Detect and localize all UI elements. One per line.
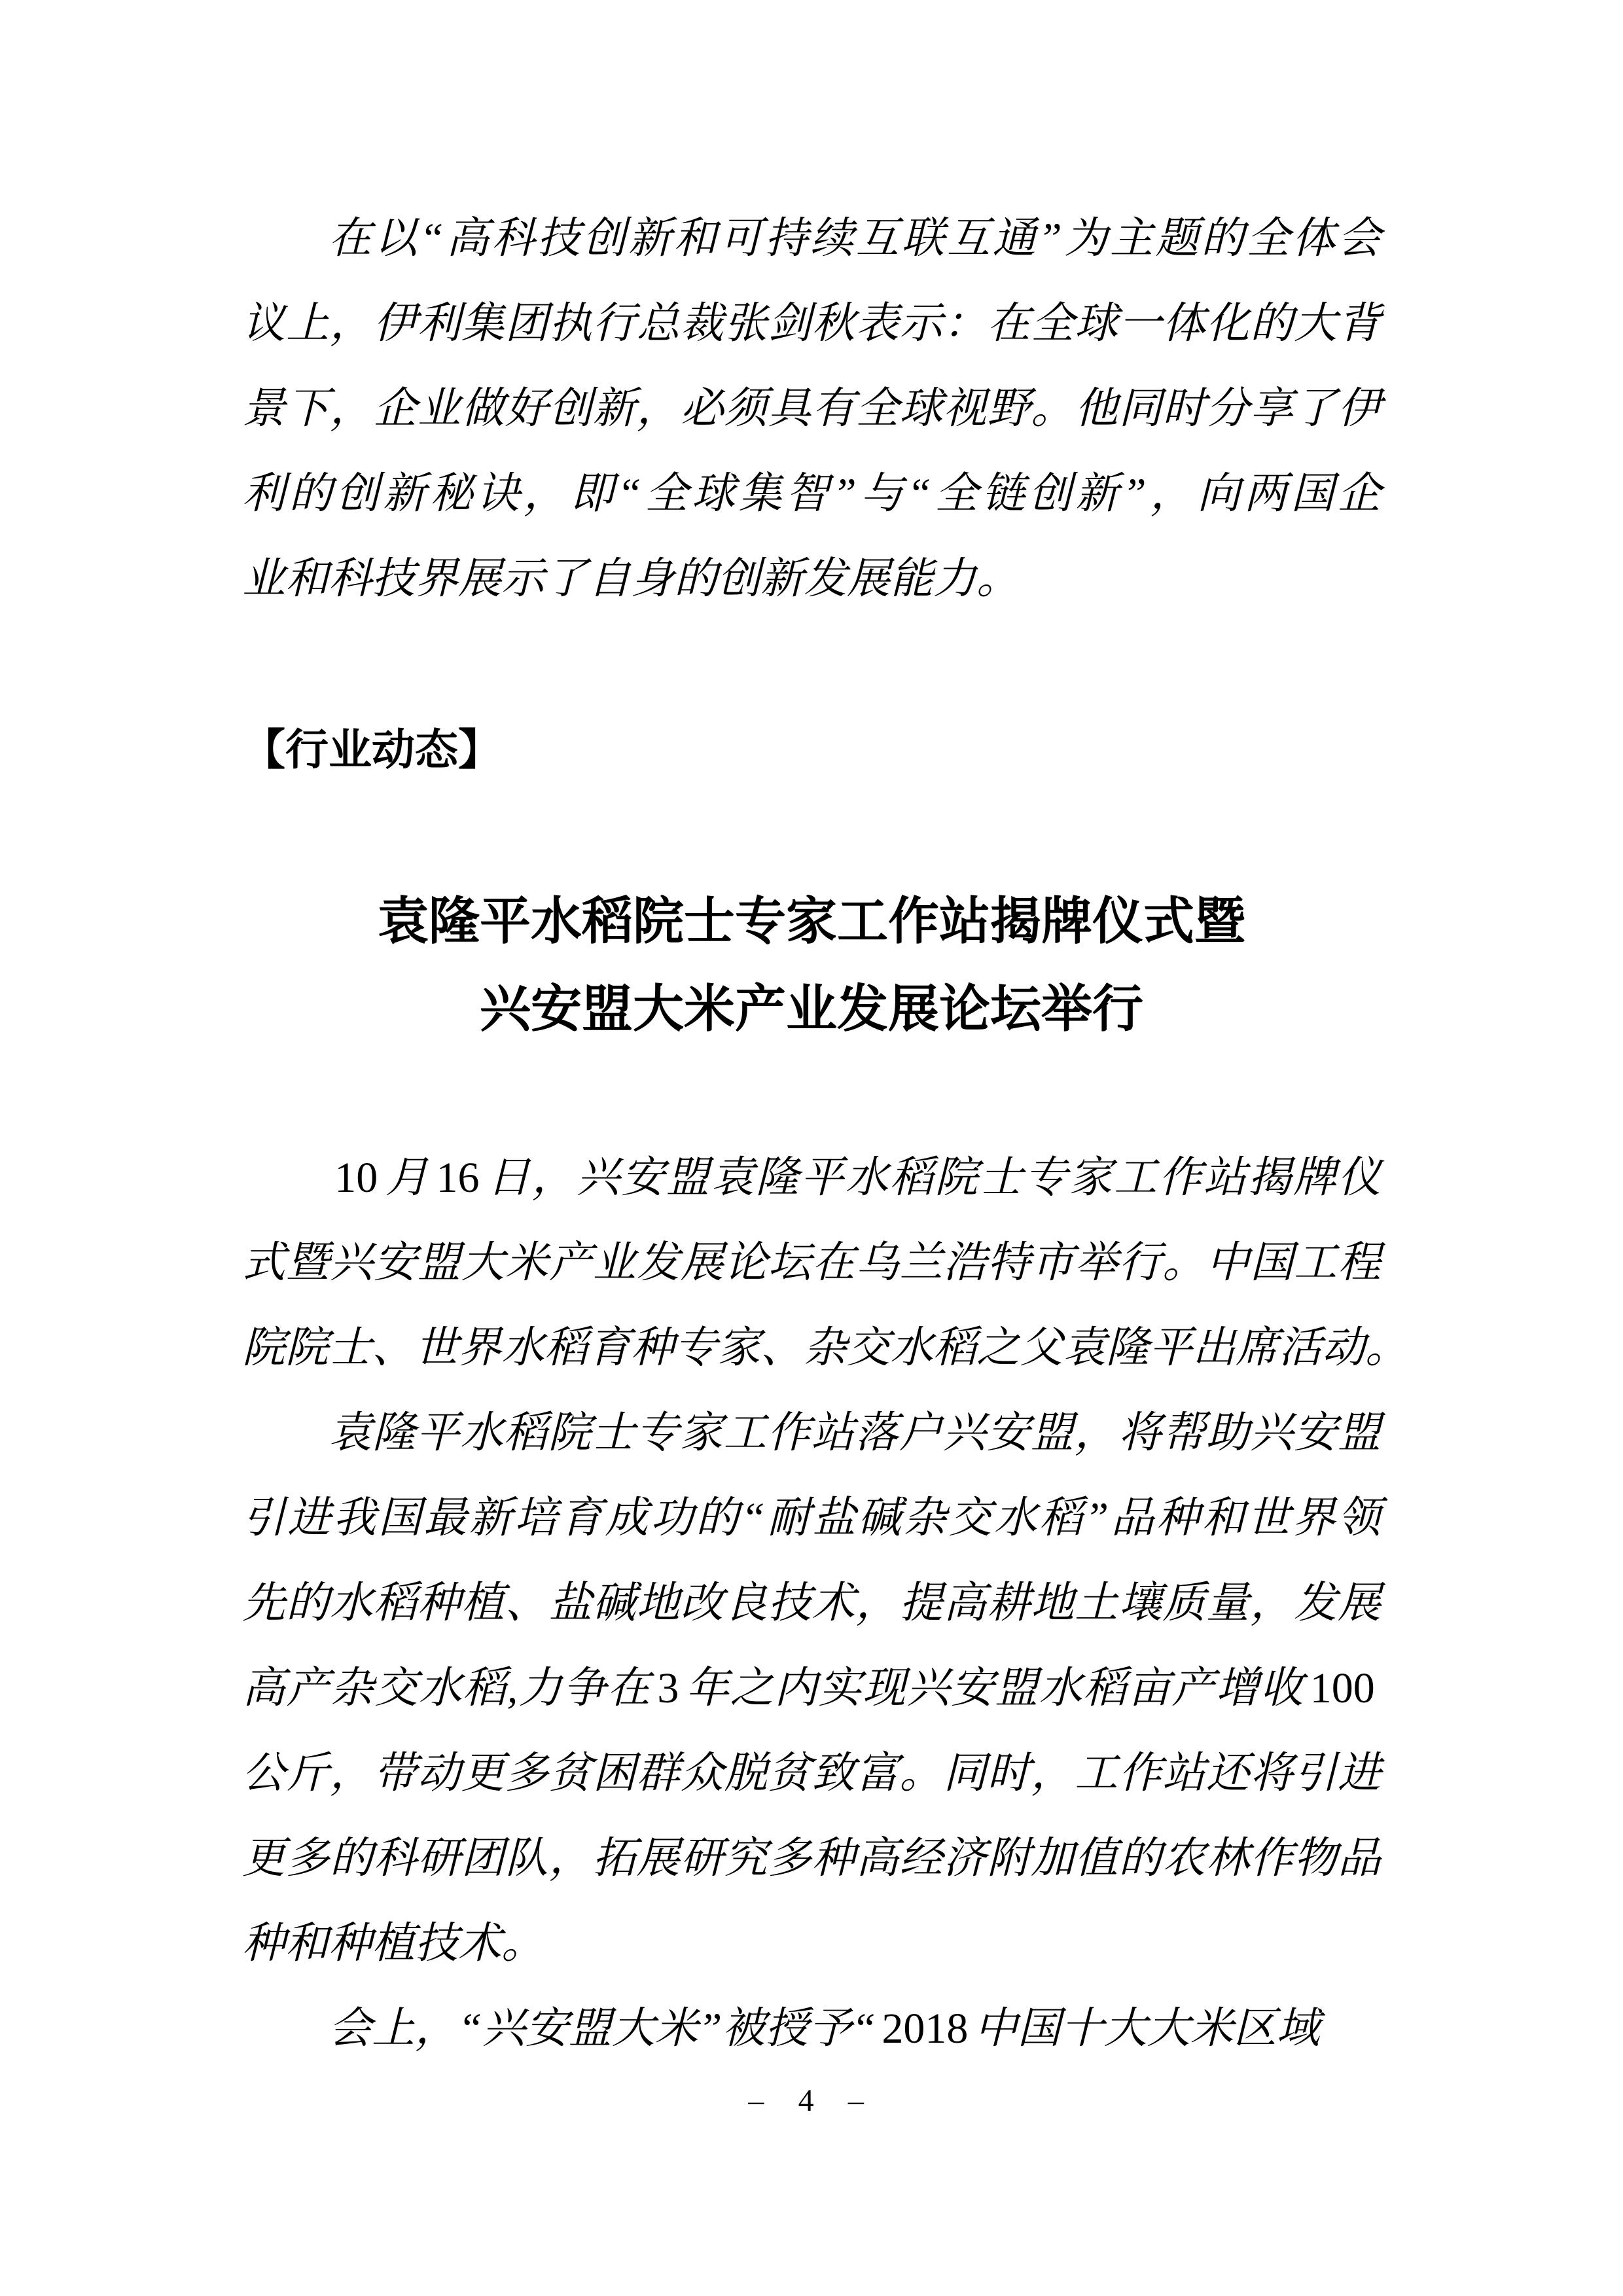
article-body [242,1136,1408,2072]
numeral: 2018 [882,2005,969,2053]
text-line: 公斤，带动更多贫困群众脱贫致富。同时，工作站还将引进 [242,1749,1381,1797]
article-paragraph-1 [242,1136,1408,1391]
article-title [242,877,1381,1052]
text-line: 种和种植技术。 [242,1920,544,1967]
text-line: 院院士、世界水稻育种专家、杂交水稻之父袁隆平出席活动。 [242,1324,1408,1372]
numeral: 3 [657,1664,679,1712]
section-header: 【行业动态】 [242,725,501,774]
numeral: 16 [436,1154,480,1202]
text-line: 景下，企业做好创新，必须具有全球视野。他同时分享了伊 [242,385,1381,433]
text-line: 先的水稻种植、盐碱地改良技术，提高耕地土壤质量，发展 [242,1579,1381,1627]
text-line: 高产杂交水稻,力争在 3 年之内实现兴安盟水稻亩产增收 100 [242,1664,1375,1712]
text-line: 袁隆平水稻院士专家工作站揭牌仪式暨 [377,892,1245,950]
text-line: 议上，伊利集团执行总裁张剑秋表示：在全球一体化的大背 [242,300,1381,348]
text-line: 兴安盟大米产业发展论坛举行 [479,980,1143,1037]
text-line: 利的创新秘诀，即“全球集智”与“全链创新”，向两国企 [242,470,1381,518]
text-line: 式暨兴安盟大米产业发展论坛在乌兰浩特市举行。中国工程 [242,1239,1381,1287]
numeral: 4 [798,2083,825,2118]
numeral: 10 [334,1154,378,1202]
text-line: 会上，“兴安盟大米”被授予“ 2018 中国十大大米区域 [329,2005,1320,2053]
text-line: 业和科技界展示了自身的创新发展能力。 [242,555,1020,603]
text-line: 10 月 16 日，兴安盟袁隆平水稻院士专家工作站揭牌仪 [334,1154,1382,1202]
page-number: – 4 – [748,2083,875,2118]
article-paragraph-2 [242,1391,1381,1986]
numeral: 100 [1310,1664,1375,1712]
text-line: 更多的科研团队，拓展研究多种高经济附加值的农林作物品 [242,1835,1381,1882]
article-paragraph-3 [242,1986,1381,2072]
text-line: 引进我国最新培育成功的“耐盐碱杂交水稻”品种和世界领 [242,1494,1381,1542]
text-line: 袁隆平水稻院士专家工作站落户兴安盟，将帮助兴安盟 [329,1409,1381,1457]
intro-paragraph [242,196,1381,622]
text-line: 在以“高科技创新和可持续互联互通”为主题的全体会 [329,215,1381,262]
